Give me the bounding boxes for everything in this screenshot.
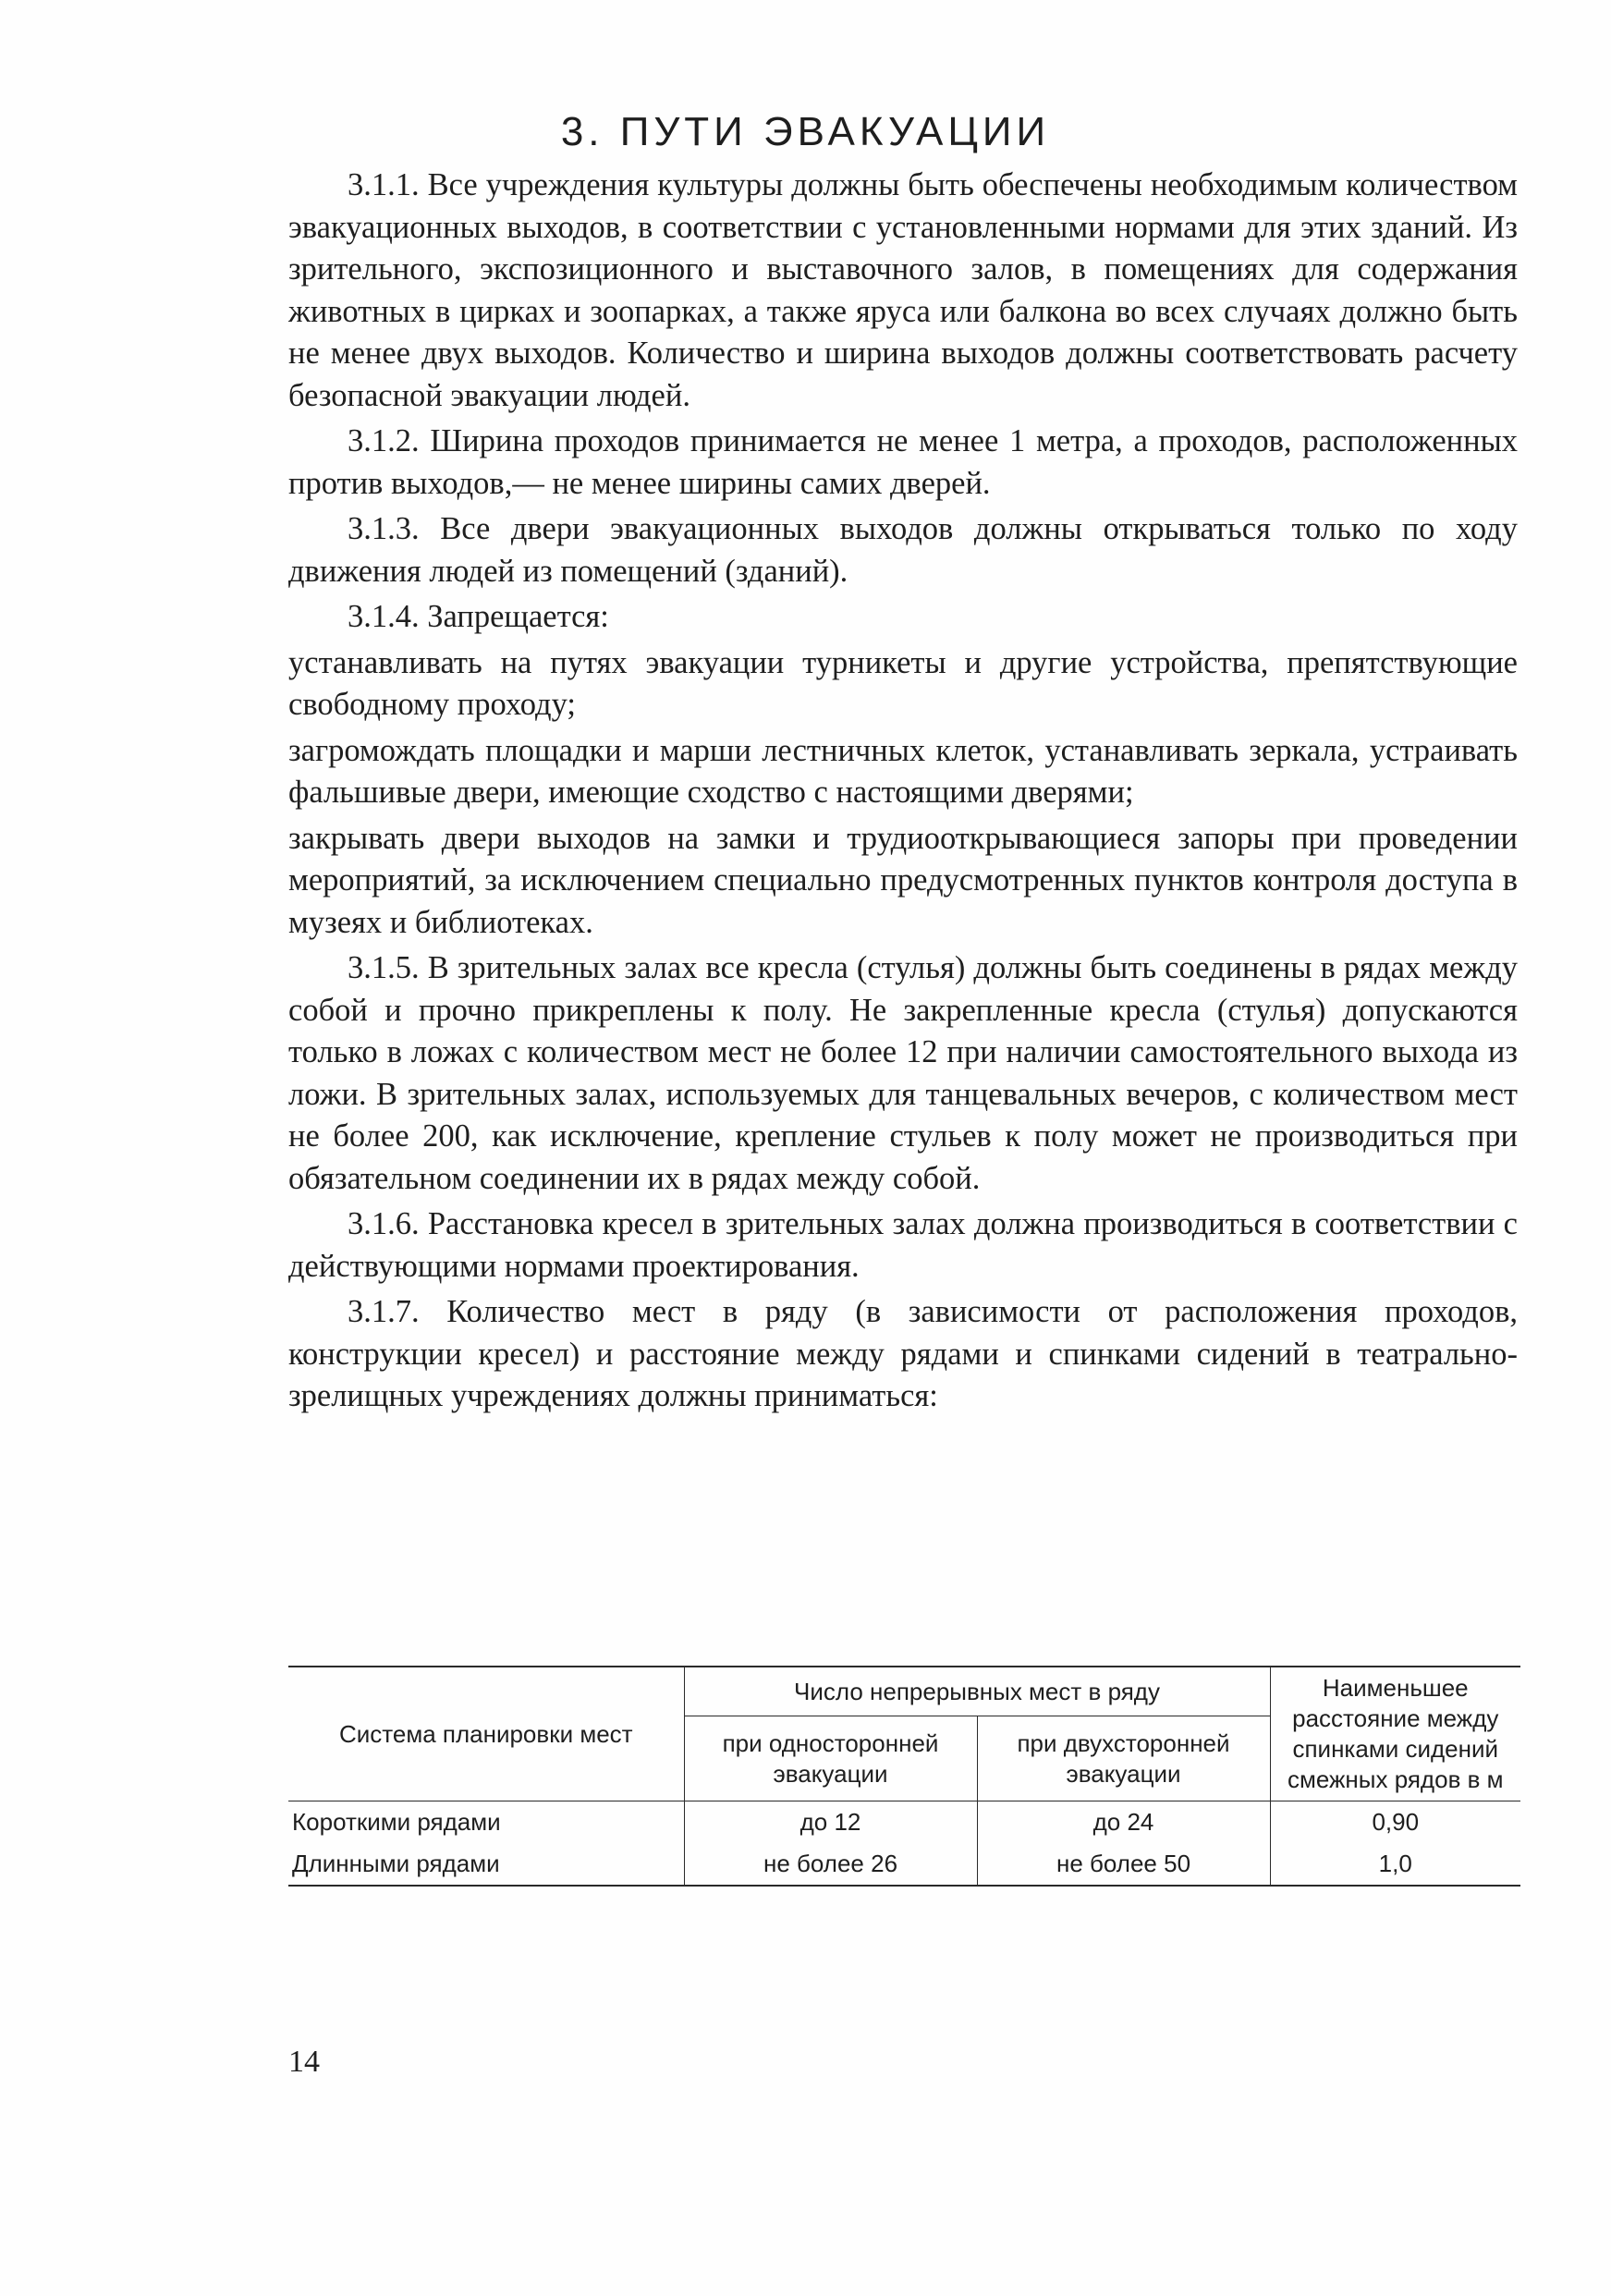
body-text — [288, 165, 1518, 1422]
paragraph-3-1-7: 3.1.7. Количество мест в ряду (в зависимости от расположения проходов, конструкции кресел) и расстояние между рядами и спинками сидений в театрально-зрелищных учреждениях должны приниматься: — [288, 1294, 1518, 1413]
header-continuous-seats: Число непрерывных мест в ряду — [684, 1667, 1270, 1716]
paragraph-3-1-1: 3.1.1. Все учреждения культуры должны быть обеспечены необходимым количеством эвакуационных выходов, в соответствии с установленными нормами для этих зданий. Из зрительного, экспозиционного и выставочного залов, в помещениях для содержания животных в цирках и зоопарках, а также яруса или балкона во всех случаях должно быть не менее двух выходов. Количество и ширина выходов должны соответствовать расчету безопасной эвакуации людей. — [288, 167, 1518, 413]
cell-distance: 0,90 — [1372, 1808, 1420, 1836]
header-two-side-evacuation: при двухсторонней эвакуации — [977, 1716, 1270, 1801]
paragraph-3-1-2: 3.1.2. Ширина проходов принимается не менее 1 метра, а проходов, расположенных против выходов,— не менее ширины самих дверей. — [288, 423, 1518, 501]
cell-one-side: не более 26 — [684, 1843, 977, 1886]
paragraph-3-1-5: 3.1.5. В зрительных залах все кресла (стулья) должны быть соединены в рядах между собой и прочно прикреплены к полу. Не закрепленные кресла (стулья) допускаются только в ложах с количеством мест не более 12 при наличии самостоятельного выхода из ложи. В зрительных залах, используемых для танцевальных вечеров, с количеством мест не более 200, как исключение, крепление стульев к полу может не производиться при обязательном соединении их в рядах между собой. — [288, 950, 1518, 1196]
cell-distance: 1,0 — [1270, 1843, 1520, 1886]
prohibition-item-2: загромождать площадки и марши лестничных клеток, устанавливать зеркала, устраивать фальшивые двери, имеющие сходство с настоящими дверями; — [288, 732, 1518, 810]
cell-two-side: до 24 — [977, 1801, 1270, 1844]
cell-one-side: до 12 — [684, 1801, 977, 1844]
cell-system: Длинными рядами — [288, 1843, 684, 1886]
header-system: Система планировки мест — [288, 1667, 684, 1801]
cell-two-side: не более 50 — [977, 1843, 1270, 1886]
table-row — [288, 1843, 1520, 1886]
prohibition-item-1: устанавливать на путях эвакуации турникеты и другие устройства, препятствующие свободному проходу; — [288, 644, 1518, 722]
section-title: 3. ПУТИ ЭВАКУАЦИИ — [560, 109, 1051, 154]
paragraph-3-1-6: 3.1.6. Расстановка кресел в зрительных залах должна производиться в соответствии с действующими нормами проектирования. — [288, 1206, 1518, 1284]
paragraph-3-1-4: 3.1.4. Запрещается: — [348, 599, 609, 634]
page-number: 14 — [288, 2045, 320, 2079]
seating-norms-table — [288, 1666, 1520, 1887]
table-header-row — [288, 1667, 1520, 1716]
header-min-distance: Наименьшее расстояние между спинками сидений смежных рядов в м — [1270, 1667, 1520, 1801]
header-one-side-evacuation: при односторонней эвакуации — [684, 1716, 977, 1801]
table-row — [288, 1801, 1520, 1844]
cell-system: Короткими рядами — [288, 1801, 684, 1844]
seating-norms-table-wrapper — [288, 1666, 1520, 1998]
prohibition-item-3: закрывать двери выходов на замки и трудиооткрывающиеся запоры при проведении мероприятий, за исключением специально предусмотренных пунктов контроля доступа в музеях и библиотеках. — [288, 820, 1518, 940]
paragraph-3-1-3: 3.1.3. Все двери эвакуационных выходов должны открываться только по ходу движения людей из помещений (зданий). — [288, 511, 1518, 589]
